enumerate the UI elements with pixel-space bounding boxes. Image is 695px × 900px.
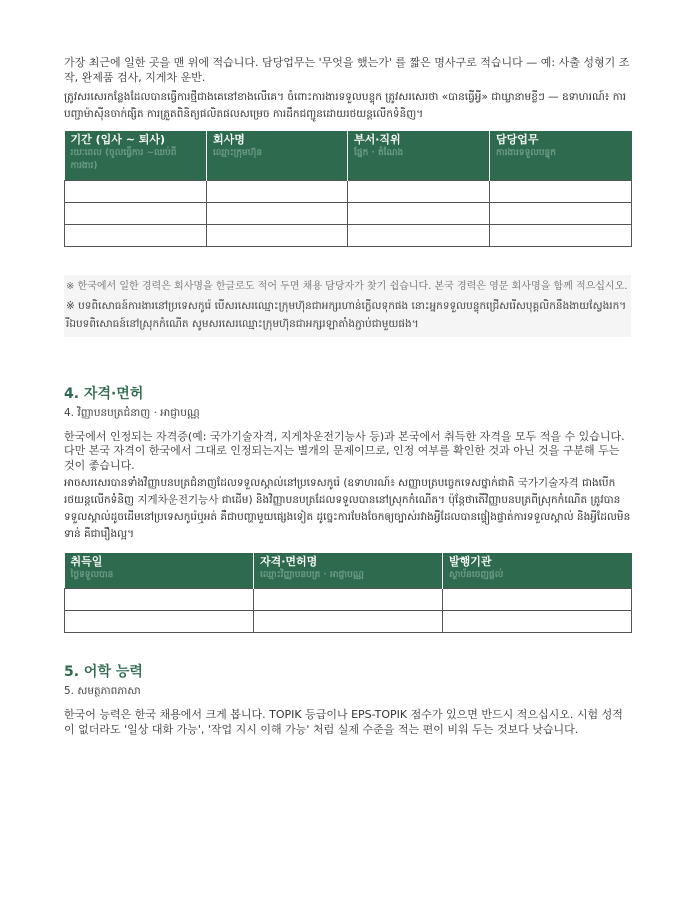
career-cell[interactable] — [65, 225, 207, 247]
section-title-qualifications: 4. 자격·면허 — [64, 385, 144, 402]
career-note-km: ※ បទពិសោធន៍ការងារនៅប្រទេសកូរ៉េ បើសរសេរឈ្មោះក្រុមហ៊ុនជាអក្សរហាន់ក្លើលទុកផង នោះអ្នកទទួលបន្ទុកជ្រើសរើសបុគ្គលិកនឹងងាយស្វែងរក។ រីឯបទពិសោធន៍នៅស្រុកកំណើត សូមសរសេរឈ្មោះក្រុមហ៊ុនជាអក្សរឡាតាំងភ្ជាប់ជាមួយផង។ — [66, 299, 627, 330]
career-cell[interactable] — [207, 225, 348, 247]
section-subtitle-qualifications: 4. វិញ្ញាបនបត្រជំនាញ · អាជ្ញាបណ្ណ — [64, 406, 200, 419]
qualification-cell[interactable] — [443, 589, 632, 611]
qualification-cell[interactable] — [443, 611, 632, 633]
qualifications-table-header — [65, 553, 632, 589]
career-col-duties: 담당업무 ការងារទទួលបន្ទុក — [490, 131, 632, 181]
career-cell[interactable] — [348, 181, 490, 203]
table-row — [65, 181, 632, 203]
qualifications-col-name: 자격·면허명 ឈ្មោះវិញ្ញាបនបត្រ · អាជ្ញាបណ្ណ — [254, 553, 443, 589]
career-cell[interactable] — [490, 225, 632, 247]
section-subtitle-language: 5. សមត្ថភាពភាសា — [64, 685, 141, 697]
table-row — [65, 203, 632, 225]
table-row — [65, 611, 632, 633]
career-cell[interactable] — [207, 181, 348, 203]
career-note-ko: ※ 한국에서 일한 경력은 회사명을 한글로도 적어 두면 채용 담당자가 찾기 쉽습니다. 본국 경력은 영문 회사명을 함께 적으십시오. — [66, 281, 628, 292]
career-col-period: 기간 (입사 ~ 퇴사) រយៈពេល (ចូលធ្វើការ ~ឈប់ពីការងារ) — [65, 131, 207, 181]
section-title-language: 5. 어학 능력 — [64, 664, 143, 680]
qualifications-table — [64, 553, 632, 633]
career-note — [64, 275, 631, 337]
table-row — [65, 225, 632, 247]
qualifications-col-date: 취득일 ថ្ងៃទទួលបាន — [65, 553, 254, 589]
resume-page — [64, 56, 631, 737]
career-table-header — [65, 131, 632, 181]
qualification-cell[interactable] — [65, 611, 254, 633]
career-col-company: 회사명 ឈ្មោះក្រុមហ៊ុន — [207, 131, 348, 181]
career-cell[interactable] — [207, 203, 348, 225]
table-row — [65, 589, 632, 611]
qualification-cell[interactable] — [65, 589, 254, 611]
career-col-department: 부서·직위 ផ្នែក · តំណែង — [348, 131, 490, 181]
language-body-ko: 한국어 능력은 한국 채용에서 크게 봅니다. TOPIK 등급이나 EPS-TOPIK 점수가 있으면 반드시 적으십시오. 시험 성적이 없더라도 '일상 대화 가능', '작업 지시 이해 가능' 처럼 실제 수준을 적는 편이 비워 두는 것보다 낫습니다. — [64, 708, 623, 736]
career-cell[interactable] — [348, 225, 490, 247]
qualifications-body-km: អាចសរសេរបានទាំងវិញ្ញាបនបត្រជំនាញដែលទទួលស្គាល់នៅប្រទេសកូរ៉េ (ឧទាហរណ៍៖ សញ្ញាបត្របច្ចេកទេសថ្នាក់ជាតិ 국가기술자격 ជាងបើករថយន្តលើកទំនិញ 지게차운전기능사 ជាដើម) និងវិញ្ញាបនបត្រដែលទទួលបាននៅស្រុកកំណើត។ ប៉ុន្តែថាតើវិញ្ញាបនបត្រពីស្រុកកំណើត ត្រូវបានទទួលស្គាល់ដូចដើមនៅប្រទេសកូរ៉េឬអត់ គឺជាបញ្ហាមួយផ្សេងទៀត ដូច្នេះការបែងចែកឲ្យច្បាស់រវាងអ្វីដែលបានផ្ទៀងផ្ទាត់ការទទួលស្គាល់ និងអ្វីដែលមិនទាន់ គឺជារឿងល្អ។ — [64, 477, 631, 540]
career-cell[interactable] — [65, 181, 207, 203]
career-intro-ko: 가장 최근에 일한 곳을 맨 위에 적습니다. 담당업무는 '무엇을 했는가' 를 짧은 명사구로 적습니다 — 예: 사출 성형기 조작, 완제품 검사, 지게차 운반. — [64, 56, 630, 84]
qualification-cell[interactable] — [254, 611, 443, 633]
career-cell[interactable] — [490, 181, 632, 203]
career-cell[interactable] — [490, 203, 632, 225]
career-intro-km: ត្រូវសរសេរកន្លែងដែលបានធ្វើការថ្មីជាងគេនៅខាងលើគេ។ ចំពោះការងារទទួលបន្ទុក ត្រូវសរសេរថា «បានធ្វើអ្វី» ជាឃ្លានាមខ្លីៗ — ឧទាហរណ៍៖ ការបញ្ជាម៉ាស៊ីនចាក់ផ្សិត ការត្រួតពិនិត្យផលិតផលសម្រេច ការដឹកជញ្ជូនដោយរថយន្តលើកទំនិញ។ — [64, 91, 627, 120]
qualifications-body-ko: 한국에서 인정되는 자격증(예: 국가기술자격, 지게차운전기능사 등)과 본국에서 취득한 자격을 모두 적을 수 있습니다. 다만 본국 자격이 한국에서 그대로 인정되는지는 별개의 문제이므로, 인정 여부를 확인한 것과 아닌 것을 구분해 두는 것이 좋습니다. — [64, 429, 625, 472]
career-cell[interactable] — [65, 203, 207, 225]
qualifications-col-issuer: 발행기관 ស្ថាប័នចេញផ្តល់ — [443, 553, 632, 589]
career-table — [64, 131, 632, 247]
career-cell[interactable] — [348, 203, 490, 225]
qualification-cell[interactable] — [254, 589, 443, 611]
